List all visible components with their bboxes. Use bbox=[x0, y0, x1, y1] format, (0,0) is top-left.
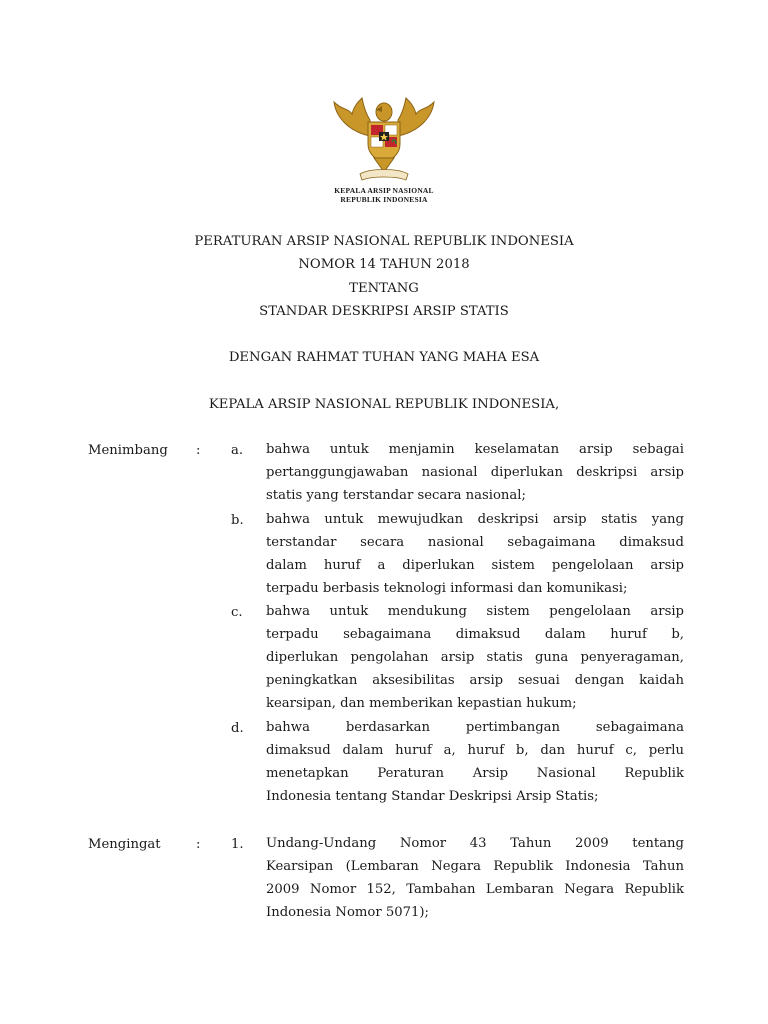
mengingat-marker-1: 1. bbox=[231, 837, 244, 852]
menimbang-label: Menimbang bbox=[88, 443, 168, 458]
menimbang-item-d bbox=[266, 716, 684, 808]
menimbang-item-b bbox=[266, 508, 684, 600]
menimbang-marker-b: b. bbox=[231, 513, 244, 528]
text-line: kearsipan, dan memberikan kepastian hukum; bbox=[266, 696, 577, 711]
text-line: menetapkan Peraturan Arsip Nasional Republik bbox=[266, 766, 684, 781]
regulation-title: PERATURAN ARSIP NASIONAL REPUBLIK INDONESIA bbox=[194, 234, 574, 249]
text-line: 2009 Nomor 152, Tambahan Lembaran Negara Republik bbox=[266, 882, 684, 897]
text-line: dimaksud dalam huruf a, huruf b, dan huruf c, perlu bbox=[266, 743, 684, 758]
menimbang-item-a bbox=[266, 438, 684, 507]
text-line: terpadu sebagaimana dimaksud dalam huruf b, bbox=[266, 627, 684, 642]
emblem-caption-line2: REPUBLIK INDONESIA bbox=[340, 195, 428, 204]
regulation-number: NOMOR 14 TAHUN 2018 bbox=[298, 257, 470, 272]
mengingat-colon: : bbox=[196, 837, 201, 852]
regulation-about: TENTANG bbox=[349, 281, 419, 296]
text-line: dalam huruf a diperlukan sistem pengelolaan arsip bbox=[266, 558, 684, 573]
text-line: terstandar secara nasional sebagaimana dimaksud bbox=[266, 535, 684, 550]
garuda-emblem-icon bbox=[330, 92, 438, 184]
text-line: statis yang terstandar secara nasional; bbox=[266, 488, 526, 503]
text-line: Indonesia Nomor 5071); bbox=[266, 905, 429, 920]
text-line: terpadu berbasis teknologi informasi dan komunikasi; bbox=[266, 581, 628, 596]
menimbang-colon: : bbox=[196, 443, 201, 458]
text-line: Kearsipan (Lembaran Negara Republik Indonesia Tahun bbox=[266, 859, 684, 874]
text-line: diperlukan pengolahan arsip statis guna penyeragaman, bbox=[266, 650, 684, 665]
text-line: peningkatkan aksesibilitas arsip sesuai dengan kaidah bbox=[266, 673, 684, 688]
mengingat-item-1 bbox=[266, 832, 684, 924]
text-line: bahwa untuk mendukung sistem pengelolaan arsip bbox=[266, 604, 684, 619]
regulation-subject: STANDAR DESKRIPSI ARSIP STATIS bbox=[259, 304, 509, 319]
text-line: Undang-Undang Nomor 43 Tahun 2009 tentang bbox=[266, 836, 684, 851]
text-line: bahwa untuk menjamin keselamatan arsip sebagai bbox=[266, 442, 684, 457]
text-line: Indonesia tentang Standar Deskripsi Arsip Statis; bbox=[266, 789, 599, 804]
emblem-caption-line1: KEPALA ARSIP NASIONAL bbox=[334, 186, 434, 195]
emblem-caption bbox=[300, 186, 468, 204]
menimbang-marker-a: a. bbox=[231, 443, 244, 458]
menimbang-item-c bbox=[266, 600, 684, 715]
authority: KEPALA ARSIP NASIONAL REPUBLIK INDONESIA, bbox=[208, 397, 560, 412]
mengingat-label: Mengingat bbox=[88, 837, 161, 852]
menimbang-marker-d: d. bbox=[231, 721, 244, 736]
text-line: bahwa untuk mewujudkan deskripsi arsip statis yang bbox=[266, 512, 684, 527]
text-line: pertanggungjawaban nasional diperlukan deskripsi arsip bbox=[266, 465, 684, 480]
text-line: bahwa berdasarkan pertimbangan sebagaimana bbox=[266, 720, 684, 735]
invocation: DENGAN RAHMAT TUHAN YANG MAHA ESA bbox=[228, 350, 540, 365]
menimbang-marker-c: c. bbox=[231, 605, 243, 620]
